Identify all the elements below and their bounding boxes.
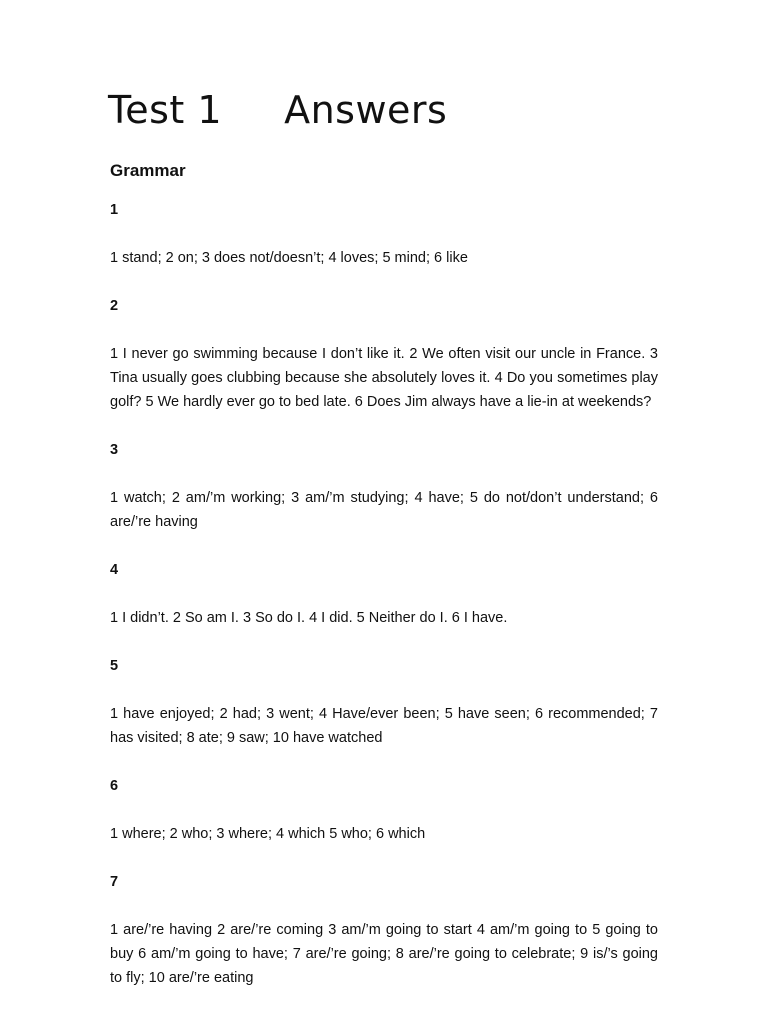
question-block <box>110 438 658 534</box>
question-answer: 1 stand; 2 on; 3 does not/doesn’t; 4 loves; 5 mind; 6 like <box>110 250 468 266</box>
question-answer: 1 watch; 2 am/’m working; 3 am/’m studying; 4 have; 5 do not/don’t understand; 6 are/’re having <box>110 490 658 530</box>
question-number: 6 <box>110 778 119 794</box>
question-block <box>110 198 658 270</box>
question-number: 2 <box>110 298 119 314</box>
question-block <box>110 294 658 414</box>
question-number: 7 <box>110 874 119 890</box>
title-answers: Answers <box>284 88 448 132</box>
question-answer: 1 I never go swimming because I don’t like it. 2 We often visit our uncle in France. 3 Tina usually goes clubbing because she absolutely loves it. 4 Do you sometimes play golf? 5 We hardly ever go to bed late. 6 Does Jim always have a lie-in at weekends? <box>110 346 658 410</box>
question-block <box>110 870 658 990</box>
question-block <box>110 654 658 750</box>
question-block <box>110 558 658 630</box>
question-answer: 1 where; 2 who; 3 where; 4 which 5 who; 6 which <box>110 826 426 842</box>
question-number: 5 <box>110 658 119 674</box>
question-answer: 1 are/’re having 2 are/’re coming 3 am/’m going to start 4 am/’m going to 5 going to buy 6 am/’m going to have; 7 are/’re going; 8 are/’re going to celebrate; 9 is/’s going to fly; 10 are/’re eating <box>110 922 658 986</box>
question-number: 4 <box>110 562 119 578</box>
question-block <box>110 774 658 846</box>
question-number: 1 <box>110 202 119 218</box>
page-title <box>108 88 447 132</box>
section-heading-grammar: Grammar <box>110 161 186 180</box>
question-answer: 1 I didn’t. 2 So am I. 3 So do I. 4 I did. 5 Neither do I. 6 I have. <box>110 610 508 626</box>
answers-list <box>110 198 658 1014</box>
question-number: 3 <box>110 442 119 458</box>
title-test: Test 1 <box>108 88 223 132</box>
question-answer: 1 have enjoyed; 2 had; 3 went; 4 Have/ever been; 5 have seen; 6 recommended; 7 has visited; 8 ate; 9 saw; 10 have watched <box>110 706 658 746</box>
